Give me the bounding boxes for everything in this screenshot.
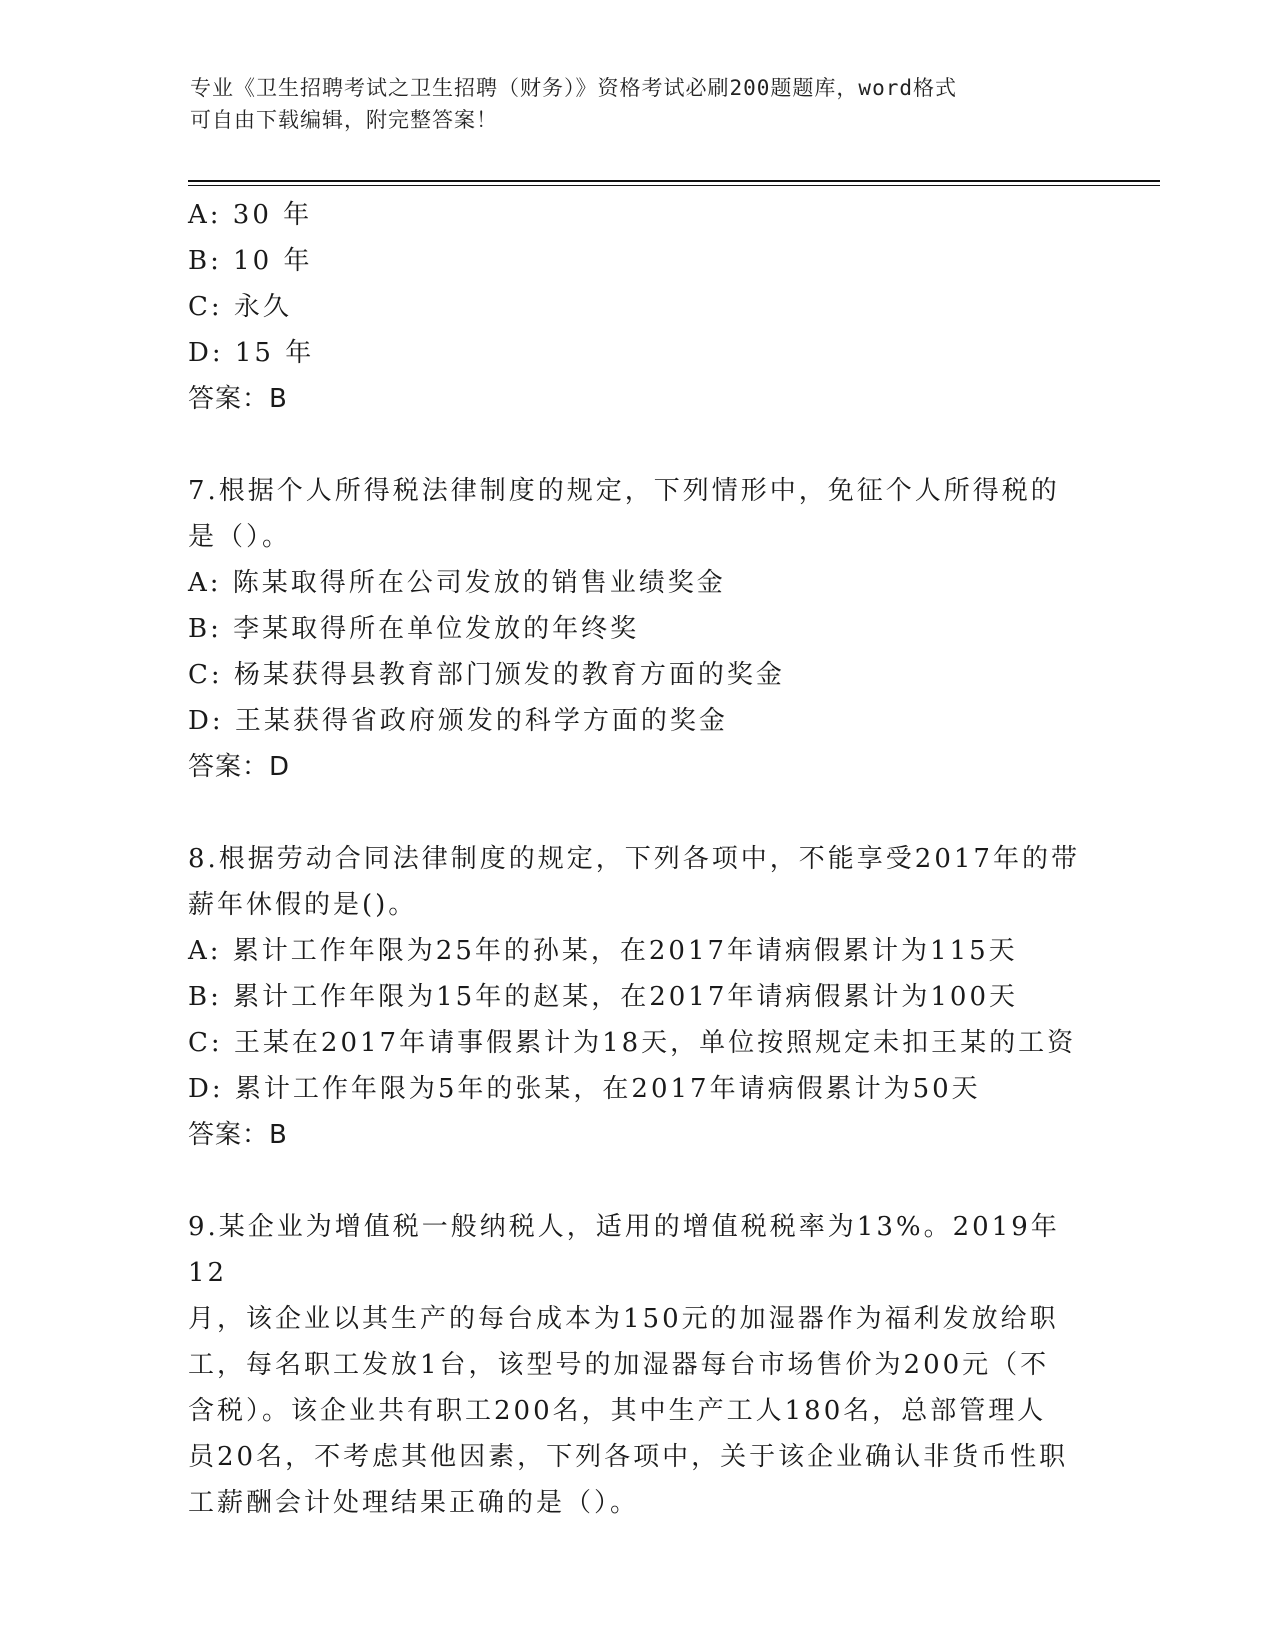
question-list [188, 192, 1088, 1526]
q6-option-c: C: 永久 [188, 292, 292, 322]
q6-option-b: B: 10 年 [188, 246, 313, 276]
q9-stem-line-2: 月，该企业以其生产的每台成本为150元的加湿器作为福利发放给职 [188, 1304, 1059, 1334]
question-6 [188, 192, 1088, 422]
q7-option-b: B: 李某取得所在单位发放的年终奖 [188, 614, 640, 644]
spacer [188, 1158, 1088, 1204]
q9-stem-line-5: 员20名，不考虑其他因素，下列各项中，关于该企业确认非货币性职 [188, 1442, 1069, 1472]
q9-stem-line-6: 工薪酬会计处理结果正确的是（）。 [188, 1488, 640, 1518]
header-title-line-2: 可自由下载编辑，附完整答案！ [190, 108, 498, 132]
question-7 [188, 468, 1088, 790]
document-header [190, 72, 1070, 136]
question-8 [188, 836, 1088, 1158]
q8-option-c: C: 王某在2017年请事假累计为18天，单位按照规定未扣王某的工资 [188, 1028, 1077, 1058]
q7-answer: 答案：D [188, 752, 291, 782]
q6-answer: 答案：B [188, 384, 288, 414]
header-title-line-1: 专业《卫生招聘考试之卫生招聘（财务）》资格考试必刷200题题库，word格式 [190, 76, 957, 100]
header-divider-thin [188, 185, 1160, 186]
q8-option-d: D: 累计工作年限为5年的张某，在2017年请病假累计为50天 [188, 1074, 981, 1104]
q7-stem-line-2: 是（）。 [188, 522, 292, 552]
header-divider-thick [188, 180, 1160, 182]
q7-stem-line-1: 7.根据个人所得税法律制度的规定，下列情形中，免征个人所得税的 [188, 476, 1060, 506]
q7-option-a: A: 陈某取得所在公司发放的销售业绩奖金 [188, 568, 726, 598]
q6-option-a: A: 30 年 [188, 200, 313, 230]
q7-option-d: D: 王某获得省政府颁发的科学方面的奖金 [188, 706, 728, 736]
spacer [188, 422, 1088, 468]
question-9 [188, 1204, 1088, 1526]
q7-option-c: C: 杨某获得县教育部门颁发的教育方面的奖金 [188, 660, 785, 690]
q8-option-a: A: 累计工作年限为25年的孙某，在2017年请病假累计为115天 [188, 936, 1018, 966]
q9-stem-line-1: 9.某企业为增值税一般纳税人，适用的增值税税率为13%。2019年12 [188, 1212, 1060, 1288]
q9-stem-line-4: 含税）。该企业共有职工200名，其中生产工人180名，总部管理人 [188, 1396, 1047, 1426]
q8-answer: 答案：B [188, 1120, 288, 1150]
spacer [188, 790, 1088, 836]
q9-stem-line-3: 工，每名职工发放1台，该型号的加湿器每台市场售价为200元（不 [188, 1350, 1050, 1380]
q8-option-b: B: 累计工作年限为15年的赵某，在2017年请病假累计为100天 [188, 982, 1019, 1012]
q8-stem-line-2: 薪年休假的是()。 [188, 890, 418, 920]
q6-option-d: D: 15 年 [188, 338, 315, 368]
q8-stem-line-1: 8.根据劳动合同法律制度的规定，下列各项中，不能享受2017年的带 [188, 844, 1080, 874]
